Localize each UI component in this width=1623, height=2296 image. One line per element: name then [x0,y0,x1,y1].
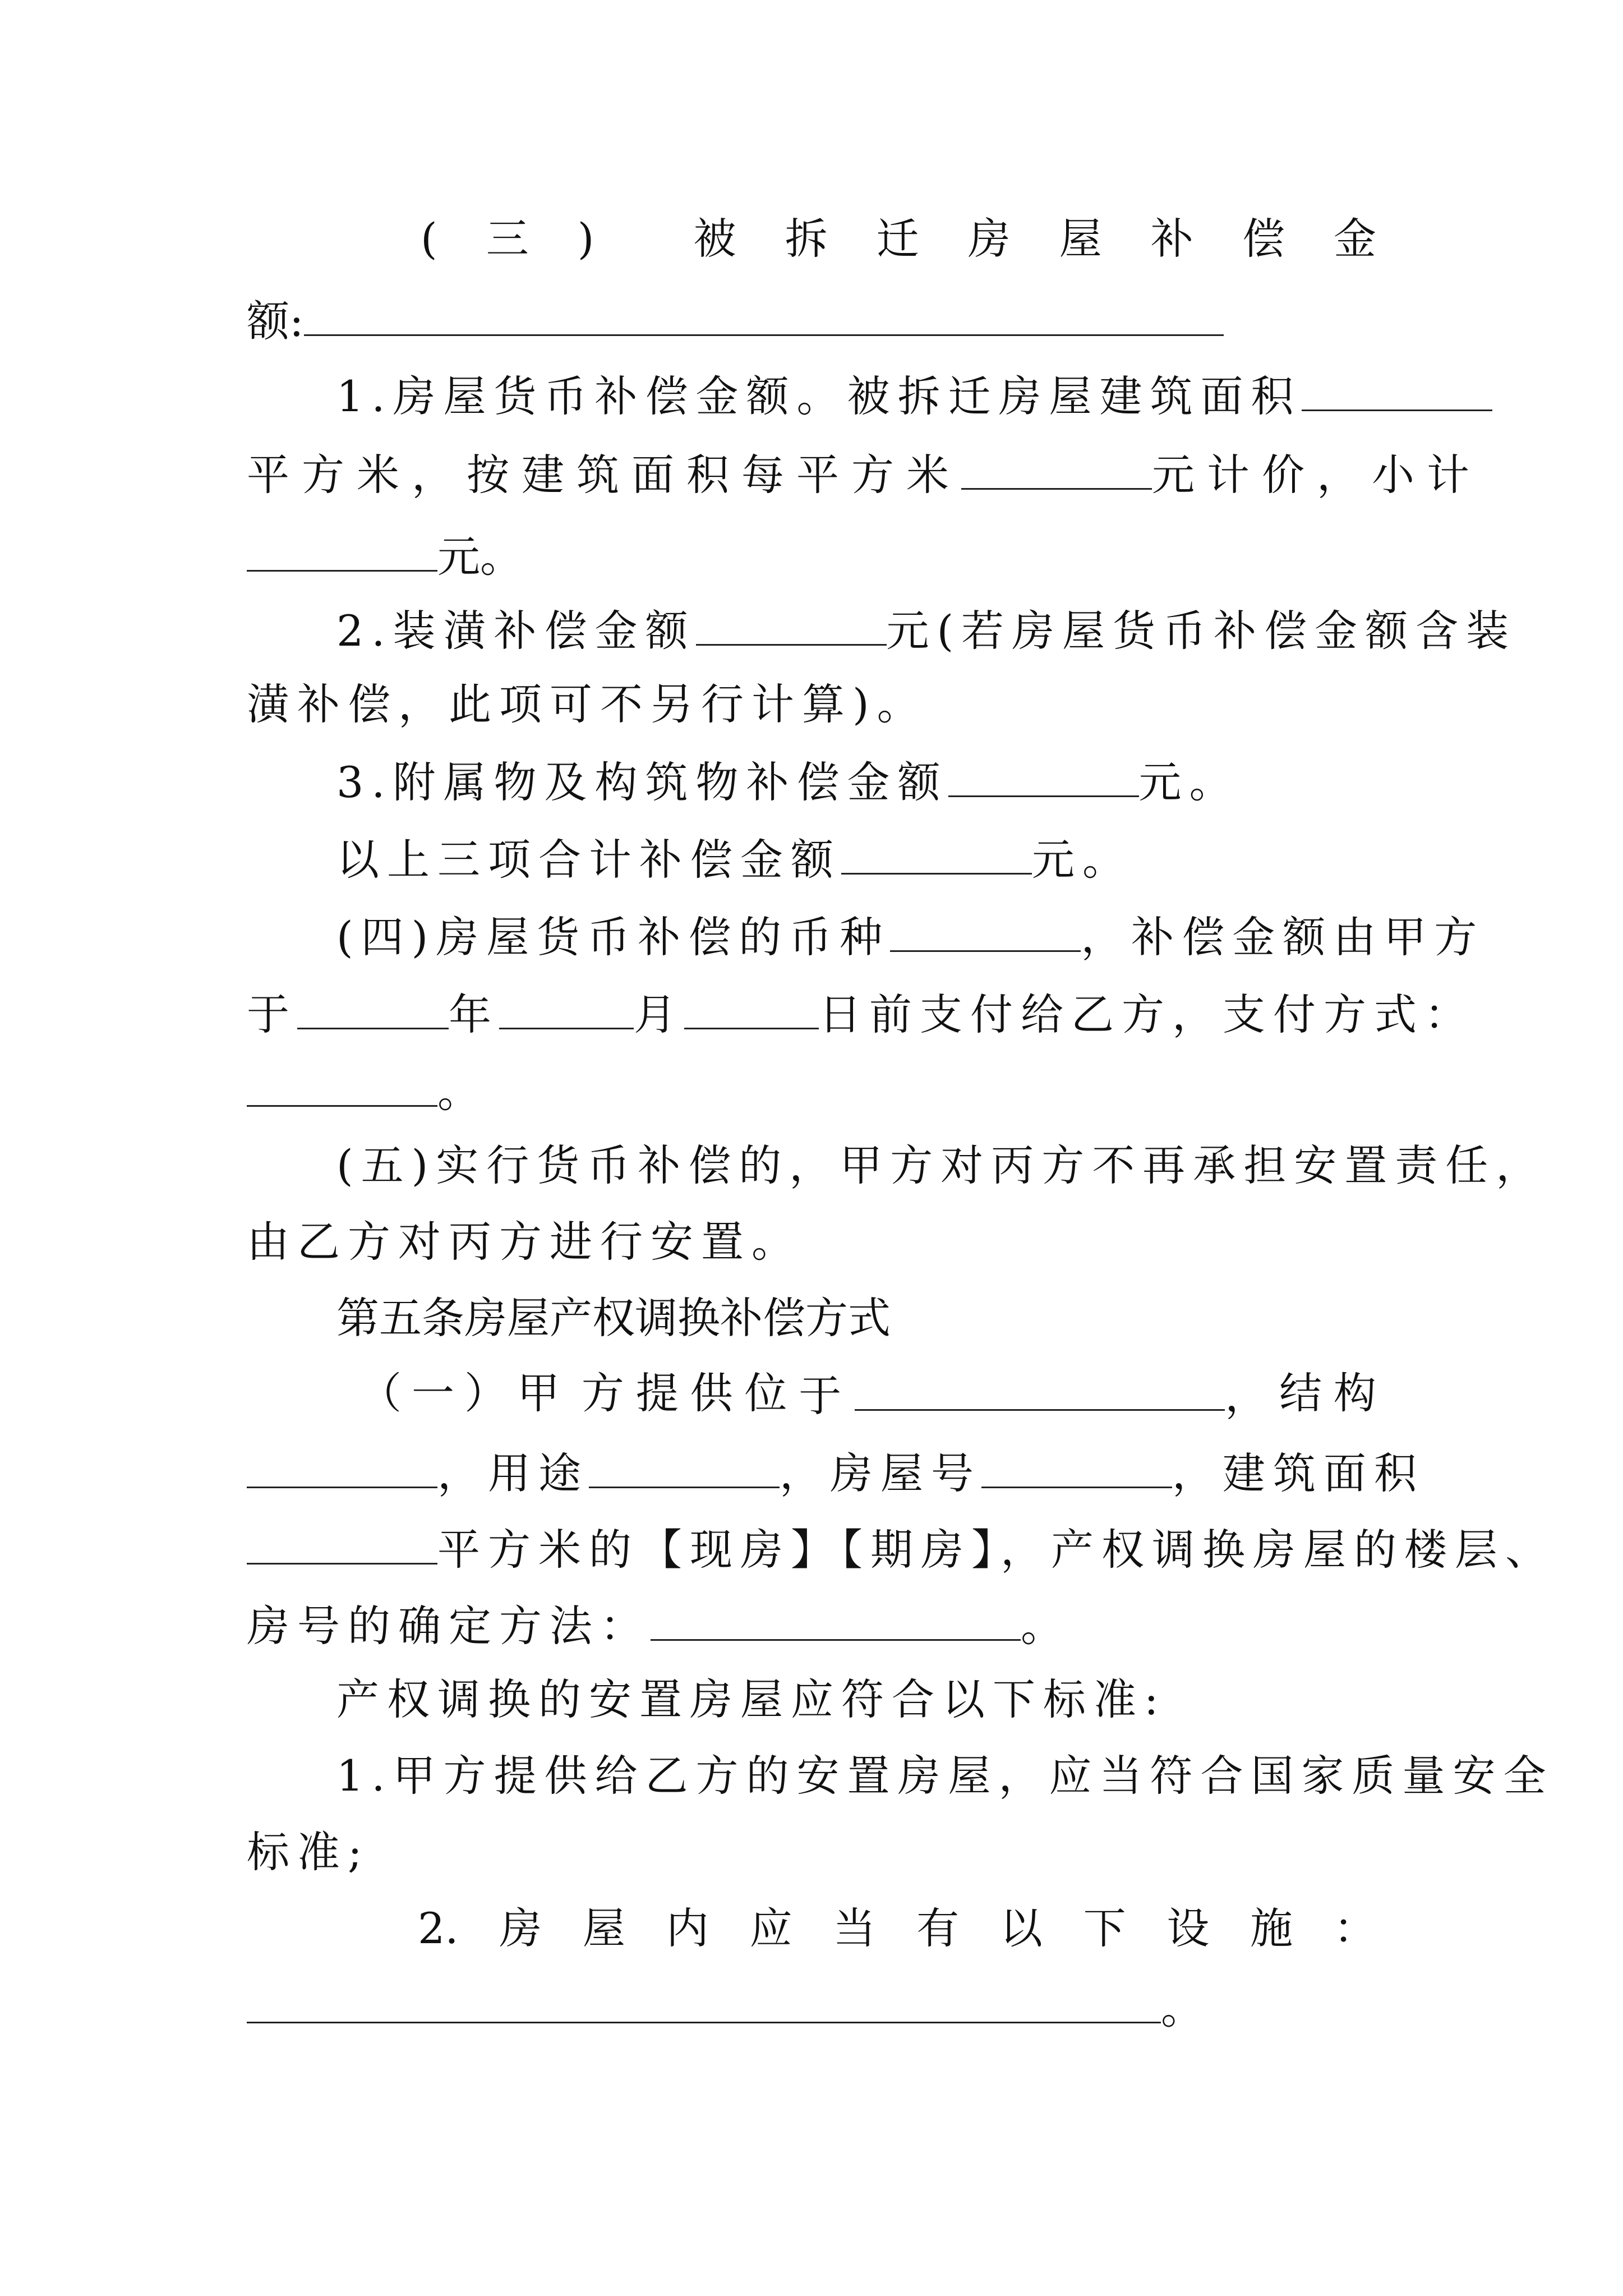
article5-text: 标准; [247,1827,370,1877]
item2-text: 元(若房屋货币补偿金额含装 [886,606,1517,656]
article5-text: 房号的确定方法： [247,1601,651,1651]
article5-text: 。 [1021,1601,1071,1651]
total-text: 元。 [1032,835,1133,885]
item1-line1 [336,372,1376,420]
usage-blank[interactable] [589,1450,780,1488]
article5-text: ，用途 [437,1448,589,1498]
location-blank[interactable] [855,1372,1225,1411]
article5-text: 屋 [583,1903,626,1953]
article5-heading-text: 第五条房屋产权调换补偿方式 [336,1293,891,1343]
article5-text: 施 [1250,1903,1293,1953]
section3-title-tail-line [247,297,1376,344]
article5-text: ， [1225,1371,1268,1421]
article5-text: ： [1333,1903,1376,1953]
subtotal-blank[interactable] [247,533,437,572]
house-number-blank[interactable] [981,1450,1172,1488]
decoration-blank[interactable] [696,607,887,646]
standard2-line1 [418,1903,1376,1954]
article5-text: ，建筑面积 [1172,1448,1424,1498]
standard1-line2 [247,1827,1376,1878]
title-char: 迁 [876,214,919,264]
title-char: 补 [1150,214,1193,264]
item2-line1 [336,606,1517,656]
item1-text: 元。 [437,532,523,582]
location-group [799,1372,1267,1419]
title-char: ( [421,214,437,264]
article5-text: 2. [418,1903,459,1953]
currency-blank[interactable] [890,913,1081,952]
article5-text: 内 [666,1903,709,1953]
section4-text: 日前支付给乙方，支付方式： [819,990,1475,1039]
article5-s1-line3 [247,1525,1556,1575]
section5-line1 [336,1140,1547,1191]
item1-text: 平方米，按建筑面积每平方米 [247,450,961,500]
standard1-line1 [336,1751,1554,1802]
section4-text: 月 [634,990,684,1039]
article5-text: 产权调换的安置房屋应符合以下标准: [336,1674,1166,1724]
article5-heading [336,1293,1376,1344]
item2-line2 [247,679,1376,730]
article5-text: 供 [690,1368,733,1418]
article5-text: 以 [999,1903,1043,1953]
article5-text: 当 [833,1903,876,1953]
article5-text: 结 [1279,1368,1322,1418]
article5-text: 设 [1166,1903,1210,1953]
item1-text: 1.房屋货币补偿金额。被拆迁房屋建筑面积 [336,371,1302,421]
title-char: ) [577,214,594,264]
article5-text: 于 [799,1371,842,1421]
item1-text: 元计价，小计 [1152,450,1482,500]
article5-text: 下 [1083,1903,1126,1953]
article5-text: 提 [635,1368,679,1418]
article5-text: 位 [744,1368,787,1418]
total-line [336,836,1376,883]
title-char: 偿 [1242,214,1285,264]
article5-text: 平方米的【现房】【期房】，产权调换房屋的楼层、 [437,1525,1556,1575]
section5-text: (五)实行货币补偿的，甲方对丙方不再承担安置责任， [336,1140,1547,1190]
item3-line [336,758,1376,806]
article5-text: （一）甲 [359,1368,570,1418]
attachments-blank[interactable] [948,758,1139,797]
article5-text: 构 [1333,1368,1376,1418]
section4-text: 年 [449,990,499,1039]
payment-method-blank[interactable] [247,1068,437,1107]
item2-text: 2.装潢补偿金额 [336,606,696,656]
section4-text: 于 [247,990,297,1039]
section4-line1 [336,912,1485,962]
section5-text: 由乙方对丙方进行安置。 [247,1217,802,1267]
article5-text: 房 [499,1903,542,1953]
item1-line2 [247,450,1482,500]
article5-text: 应 [749,1903,792,1953]
article5-text: 有 [916,1903,960,1953]
item3-text: 3.附属物及构筑物补偿金额 [336,757,948,807]
standards-intro [336,1674,1376,1726]
title-char: 被 [693,214,736,264]
standard2-line2 [247,1985,1376,2032]
section5-line2 [247,1217,1376,1268]
article5-text: ，房屋号 [780,1448,981,1498]
structure-blank[interactable] [247,1450,437,1488]
item1-line3 [247,533,1376,580]
section4-text: 。 [437,1067,480,1117]
article5-s1-line2 [247,1448,1424,1498]
year-blank[interactable] [297,991,449,1029]
day-blank[interactable] [684,991,819,1029]
title-char: 三 [486,214,529,264]
section4-text: (四)房屋货币补偿的币种 [336,912,891,962]
title-tail: 额: [247,296,304,346]
amount-blank[interactable] [304,297,1224,336]
item2-text: 潢补偿，此项可不另行计算)。 [247,679,928,729]
title-char: 房 [967,214,1011,264]
title-char: 金 [1333,214,1376,264]
article5-s1-line4 [247,1602,1376,1649]
title-char: 拆 [785,214,828,264]
section4-line3 [247,1068,1376,1115]
total-text: 以上三项合计补偿金额 [336,835,841,885]
section4-line2 [247,990,1475,1039]
item3-text: 元。 [1138,757,1240,807]
floor-method-blank[interactable] [651,1602,1021,1641]
article5-text: 方 [581,1368,624,1418]
title-char: 屋 [1059,214,1102,264]
facilities-blank[interactable] [247,1985,1161,2023]
total-blank[interactable] [841,836,1032,875]
building-area-blank[interactable] [247,1526,437,1565]
section3-title-line [421,214,1376,265]
article5-text: 1.甲方提供给乙方的安置房屋，应当符合国家质量安全 [336,1751,1554,1801]
section4-text: ，补偿金额由甲方 [1081,912,1485,962]
article5-s1-line1 [359,1368,1376,1421]
article5-text: 。 [1161,1984,1204,2033]
month-blank[interactable] [499,991,634,1029]
area-blank[interactable] [1302,372,1492,411]
unit-price-blank[interactable] [961,451,1152,490]
